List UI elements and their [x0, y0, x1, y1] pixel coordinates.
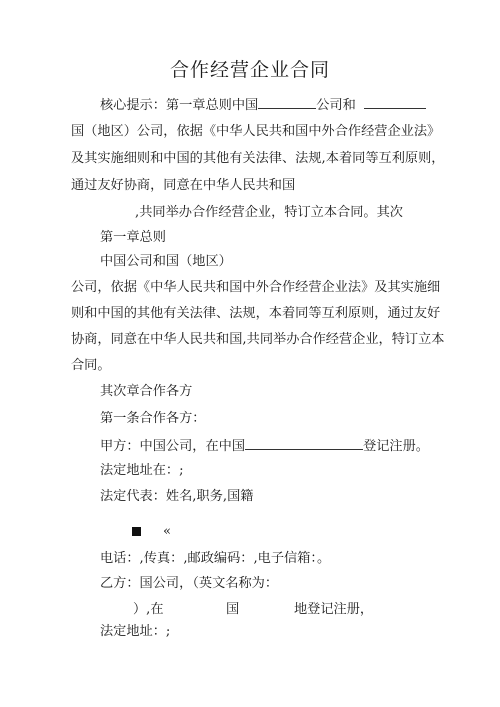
blank-field [364, 95, 426, 109]
intro-line-4: 通过友好协商，同意在中华人民共和国 [71, 178, 296, 193]
intro-line-1-text-b: 公司和 [316, 98, 356, 113]
chapter1-heading: 第一章总则 [100, 230, 166, 245]
legal-address-line: 法定地址在：; [100, 463, 184, 478]
party-b-line: 乙方：国公司，（英文名称为： [100, 576, 279, 591]
intro-line-5: ,共同举办合作经营企业，特订立本合同。其次 [135, 205, 403, 220]
quote-mark: « [163, 524, 172, 539]
marker-line [132, 523, 171, 541]
party-b-address-line: 法定地址：; [100, 624, 171, 639]
registration-part-1: ）,在 [133, 602, 164, 617]
registration-part-3: 地登记注册， [294, 602, 374, 617]
chapter1-para-line-5: 合同。 [71, 358, 111, 373]
black-square-icon [132, 527, 141, 536]
legal-representative-line: 法定代表：姓名,职务,国籍 [100, 489, 254, 504]
chapter1-para-line-2: 公司，依据《中华人民共和国中外合作经营企业法》及其实施细 [71, 280, 441, 295]
registration-part-2: 国 [226, 602, 240, 617]
party-a-text: 甲方：中国公司，在中国 [100, 439, 246, 454]
chapter1-para-line-1: 中国公司和国（地区） [100, 254, 232, 269]
intro-line-2: 国（地区）公司，依据《中华人民共和国中外合作经营企业法》 [71, 124, 441, 139]
contact-line: 电话：,传真：,邮政编码：,电子信箱：。 [100, 551, 331, 566]
chapter1-para-line-3: 则和中国的其他有关法律、法规，本着同等互利原则，通过友好 [71, 306, 441, 321]
party-a-line [100, 436, 429, 456]
intro-line-1 [100, 95, 426, 115]
party-a-text-b: 登记注册。 [363, 439, 429, 454]
article-1-heading: 第一条合作各方： [100, 411, 206, 426]
intro-line-1-text: 核心提示：第一章总则中国 [100, 98, 259, 113]
blank-field [245, 436, 363, 450]
document-title: 合作经营企业合同 [169, 59, 330, 81]
blank-field [258, 95, 316, 109]
chapter2-heading: 其次章合作各方 [100, 384, 193, 399]
chapter1-para-line-4: 协商，同意在中华人民共和国,共同举办合作经营企业，特订立本 [71, 332, 445, 347]
intro-line-3: 及其实施细则和中国的其他有关法律、法规,本着同等互利原则， [71, 151, 445, 166]
